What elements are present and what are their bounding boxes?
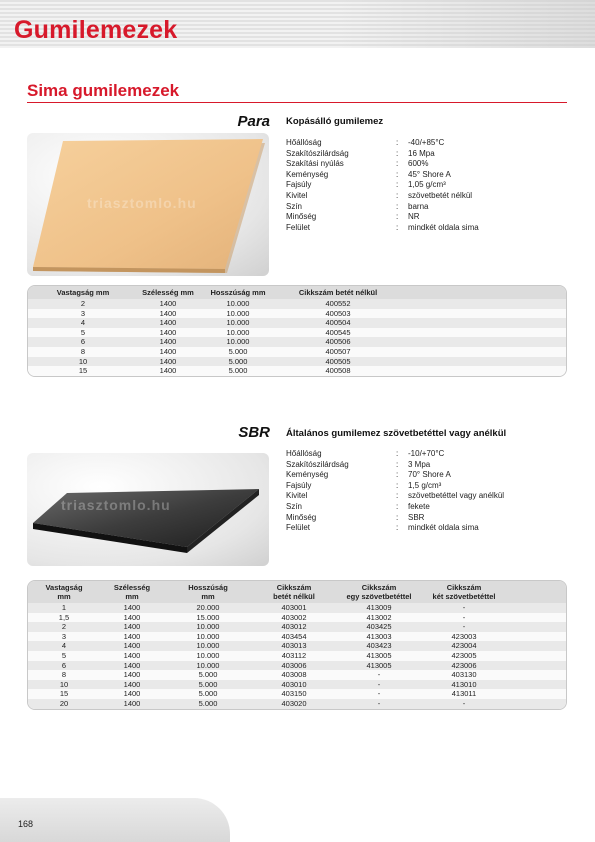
table-cell: 1400 — [138, 357, 198, 367]
table-cell: 8 — [28, 670, 100, 680]
table-cell: 403112 — [252, 651, 336, 661]
table-cell: 10.000 — [198, 309, 278, 319]
property-value: barna — [408, 201, 429, 211]
property-key: Hőállóság — [286, 138, 322, 147]
table-cell: 400552 — [278, 299, 398, 309]
table-row — [28, 680, 566, 690]
property-row: Keménység : 45° Shore A — [286, 169, 451, 179]
table-cell: 1400 — [138, 347, 198, 357]
table-cell: 400503 — [278, 309, 398, 319]
property-row: Felület : mindkét oldala sima — [286, 523, 479, 533]
property-row: Hőállóság : -40/+85°C — [286, 138, 445, 147]
table-cell: 1400 — [138, 309, 198, 319]
product-description-sbr: Általános gumilemez szövetbetéttel vagy anélkül — [286, 428, 507, 439]
property-value: 70° Shore A — [408, 470, 451, 480]
table-cell: 403130 — [422, 670, 506, 680]
table-cell: 403002 — [252, 613, 336, 623]
table-cell: 10.000 — [198, 299, 278, 309]
table-cell: 10.000 — [198, 318, 278, 328]
table-cell: 1400 — [100, 670, 164, 680]
table-cell: 5.000 — [198, 347, 278, 357]
table-cell: 1400 — [100, 641, 164, 651]
table-cell: 10.000 — [164, 661, 252, 671]
table-row — [28, 689, 566, 699]
table-cell: 10.000 — [198, 337, 278, 347]
table-cell: 5 — [28, 651, 100, 661]
para-table-body — [28, 299, 566, 376]
column-header: Cikkszám két szövetbetéttel — [422, 581, 506, 603]
table-row — [28, 641, 566, 651]
table-cell: 403454 — [252, 632, 336, 642]
table-cell: 4 — [28, 641, 100, 651]
table-cell: 3 — [28, 632, 100, 642]
table-cell: 2 — [28, 299, 138, 309]
section-divider — [27, 102, 567, 103]
property-key: Fajsúly — [286, 180, 312, 190]
property-row: Szín : barna — [286, 201, 429, 211]
table-cell: 1400 — [100, 613, 164, 623]
table-cell: - — [336, 670, 422, 680]
table-cell: 1400 — [100, 632, 164, 642]
table-cell: - — [336, 680, 422, 690]
table-cell: 20 — [28, 699, 100, 709]
table-row — [28, 699, 566, 709]
table-cell: 400508 — [278, 366, 398, 376]
property-row: Szakítószilárdság : 16 Mpa — [286, 148, 435, 158]
table-cell: 20.000 — [164, 603, 252, 613]
table-cell: 403020 — [252, 699, 336, 709]
table-cell: 10.000 — [164, 632, 252, 642]
table-cell: 413011 — [422, 689, 506, 699]
table-row — [28, 318, 566, 328]
table-cell: 400507 — [278, 347, 398, 357]
table-row — [28, 357, 566, 367]
table-cell: 6 — [28, 661, 100, 671]
property-row: Fajsúly : 1,05 g/cm³ — [286, 180, 446, 190]
property-row: Kivitel : szövetbetéttel vagy anélkül — [286, 491, 505, 501]
property-row: Keménység : 70° Shore A — [286, 470, 451, 480]
table-cell: 4 — [28, 318, 138, 328]
table-cell: 400504 — [278, 318, 398, 328]
table-cell: 403423 — [336, 641, 422, 651]
table-cell: 423004 — [422, 641, 506, 651]
column-header: Vastagság mm — [28, 581, 100, 603]
sbr-properties — [286, 449, 504, 534]
table-row — [28, 613, 566, 623]
property-value: 1,5 g/cm³ — [408, 480, 442, 490]
table-row — [28, 328, 566, 338]
table-cell: 413003 — [336, 632, 422, 642]
table-row — [28, 632, 566, 642]
column-header: Cikkszám betét nélkül — [278, 286, 398, 299]
property-key: Felület — [286, 523, 311, 533]
table-cell: 423006 — [422, 661, 506, 671]
product-description-para: Kopásálló gumilemez — [286, 116, 384, 127]
table-cell: 1400 — [100, 622, 164, 632]
table-cell: 1400 — [100, 651, 164, 661]
table-cell: 403006 — [252, 661, 336, 671]
property-row: Felület : mindkét oldala sima — [286, 222, 479, 232]
table-cell: - — [422, 622, 506, 632]
table-cell: 1400 — [138, 328, 198, 338]
table-cell: 10.000 — [164, 622, 252, 632]
table-cell: 15 — [28, 689, 100, 699]
property-key: Szín — [286, 201, 303, 211]
page-title: Gumilemezek — [14, 16, 178, 44]
property-row: Minőség : SBR — [286, 512, 425, 522]
property-key: Minőség — [286, 212, 317, 222]
table-row — [28, 299, 566, 309]
column-header: Szélesség mm — [138, 286, 198, 299]
column-header: Cikkszám betét nélkül — [252, 581, 336, 603]
property-value: NR — [408, 212, 420, 222]
table-cell: 403012 — [252, 622, 336, 632]
table-cell: 5.000 — [164, 670, 252, 680]
table-cell: 400545 — [278, 328, 398, 338]
property-key: Szín — [286, 501, 303, 511]
column-header: Cikkszám egy szövetbetéttel — [336, 581, 422, 603]
property-key: Szakítási nyúlás — [286, 159, 344, 169]
table-cell: 5.000 — [198, 357, 278, 367]
property-row: Minőség : NR — [286, 212, 420, 222]
table-cell: 5.000 — [164, 699, 252, 709]
table-cell: 5.000 — [164, 680, 252, 690]
table-cell: 423005 — [422, 651, 506, 661]
table-cell: 10.000 — [164, 641, 252, 651]
table-cell: 15 — [28, 366, 138, 376]
table-row — [28, 337, 566, 347]
property-value: szövetbetéttel vagy anélkül — [408, 491, 505, 501]
property-value: mindkét oldala sima — [408, 523, 479, 533]
table-cell: 1400 — [100, 680, 164, 690]
sbr-spec-table — [27, 580, 567, 710]
table-cell: 1,5 — [28, 613, 100, 623]
property-value: 45° Shore A — [408, 169, 451, 179]
table-cell: 8 — [28, 347, 138, 357]
property-row: Szakítószilárdság : 3 Mpa — [286, 459, 431, 469]
table-cell: 403013 — [252, 641, 336, 651]
property-key: Kivitel — [286, 190, 308, 200]
table-row — [28, 670, 566, 680]
property-key: Keménység — [286, 169, 329, 179]
sbr-table-body — [28, 603, 566, 709]
table-cell: - — [336, 699, 422, 709]
table-cell: 1400 — [100, 661, 164, 671]
para-properties — [286, 138, 479, 233]
table-cell: 5.000 — [164, 689, 252, 699]
table-cell: 1400 — [138, 318, 198, 328]
property-row: Hőállóság : -10/+70°C — [286, 449, 445, 458]
column-header: Vastagság mm — [28, 286, 138, 299]
property-value: -40/+85°C — [408, 138, 445, 147]
property-value: mindkét oldala sima — [408, 222, 479, 232]
column-header: Hosszúság mm — [198, 286, 278, 299]
table-cell: 1400 — [138, 337, 198, 347]
table-row — [28, 366, 566, 376]
table-cell: 5 — [28, 328, 138, 338]
table-row — [28, 603, 566, 613]
table-cell: 413009 — [336, 603, 422, 613]
table-row — [28, 651, 566, 661]
property-value: 1,05 g/cm³ — [408, 180, 446, 190]
property-key: Szakítószilárdság — [286, 459, 349, 469]
table-cell: 423003 — [422, 632, 506, 642]
table-cell: 6 — [28, 337, 138, 347]
table-cell: 1400 — [138, 366, 198, 376]
table-cell: 400505 — [278, 357, 398, 367]
table-row — [28, 309, 566, 319]
table-cell: 403150 — [252, 689, 336, 699]
sbr-photo-watermark: triasztomlo.hu — [61, 497, 171, 513]
table-cell: 1400 — [100, 603, 164, 613]
property-key: Fajsúly — [286, 480, 312, 490]
table-cell: 413010 — [422, 680, 506, 690]
property-row: Szakítási nyúlás : 600% — [286, 159, 429, 169]
table-header-row — [28, 581, 566, 603]
property-value: 3 Mpa — [408, 459, 431, 469]
para-spec-table — [27, 285, 567, 377]
table-cell: 3 — [28, 309, 138, 319]
table-cell: 10.000 — [164, 651, 252, 661]
column-header: Szélesség mm — [100, 581, 164, 603]
property-value: 600% — [408, 159, 429, 169]
table-cell: 413002 — [336, 613, 422, 623]
table-header-row — [28, 286, 566, 299]
table-cell: 10.000 — [198, 328, 278, 338]
table-cell: 400506 — [278, 337, 398, 347]
property-value: -10/+70°C — [408, 449, 445, 458]
table-cell: 403001 — [252, 603, 336, 613]
product-code-para: Para — [237, 113, 270, 130]
table-cell: 1400 — [138, 299, 198, 309]
sbr-product-photo — [27, 453, 269, 566]
property-key: Keménység — [286, 470, 329, 480]
table-cell: 10 — [28, 680, 100, 690]
property-value: szövetbetét nélkül — [408, 190, 473, 200]
table-cell: - — [422, 603, 506, 613]
property-value: SBR — [408, 512, 425, 522]
table-cell: 1400 — [100, 689, 164, 699]
table-row — [28, 622, 566, 632]
table-cell: 1400 — [100, 699, 164, 709]
section-title: Sima gumilemezek — [27, 81, 180, 100]
page-corner-decoration — [0, 798, 230, 842]
table-cell: 2 — [28, 622, 100, 632]
property-key: Minőség — [286, 512, 317, 522]
table-cell: 403008 — [252, 670, 336, 680]
column-header: Hosszúság mm — [164, 581, 252, 603]
table-cell: - — [336, 689, 422, 699]
table-cell: 5.000 — [198, 366, 278, 376]
property-key: Hőállóság — [286, 449, 322, 458]
property-value: fekete — [408, 501, 430, 511]
property-row: Fajsúly : 1,5 g/cm³ — [286, 480, 442, 490]
table-cell: 413005 — [336, 661, 422, 671]
table-row — [28, 347, 566, 357]
table-cell: 403010 — [252, 680, 336, 690]
property-key: Kivitel — [286, 491, 308, 501]
para-product-photo — [27, 133, 269, 276]
table-cell: 10 — [28, 357, 138, 367]
table-row — [28, 661, 566, 671]
table-cell: 1 — [28, 603, 100, 613]
table-cell: - — [422, 699, 506, 709]
property-key: Szakítószilárdság — [286, 148, 349, 158]
property-key: Felület — [286, 222, 311, 232]
table-cell: 15.000 — [164, 613, 252, 623]
property-row: Szín : fekete — [286, 501, 430, 511]
table-cell: 413005 — [336, 651, 422, 661]
para-photo-watermark: triasztomlo.hu — [87, 195, 197, 211]
property-value: 16 Mpa — [408, 148, 435, 158]
property-row: Kivitel : szövetbetét nélkül — [286, 190, 473, 200]
table-cell: 403425 — [336, 622, 422, 632]
product-code-sbr: SBR — [238, 424, 270, 441]
page-number: 168 — [18, 819, 34, 829]
table-cell: - — [422, 613, 506, 623]
